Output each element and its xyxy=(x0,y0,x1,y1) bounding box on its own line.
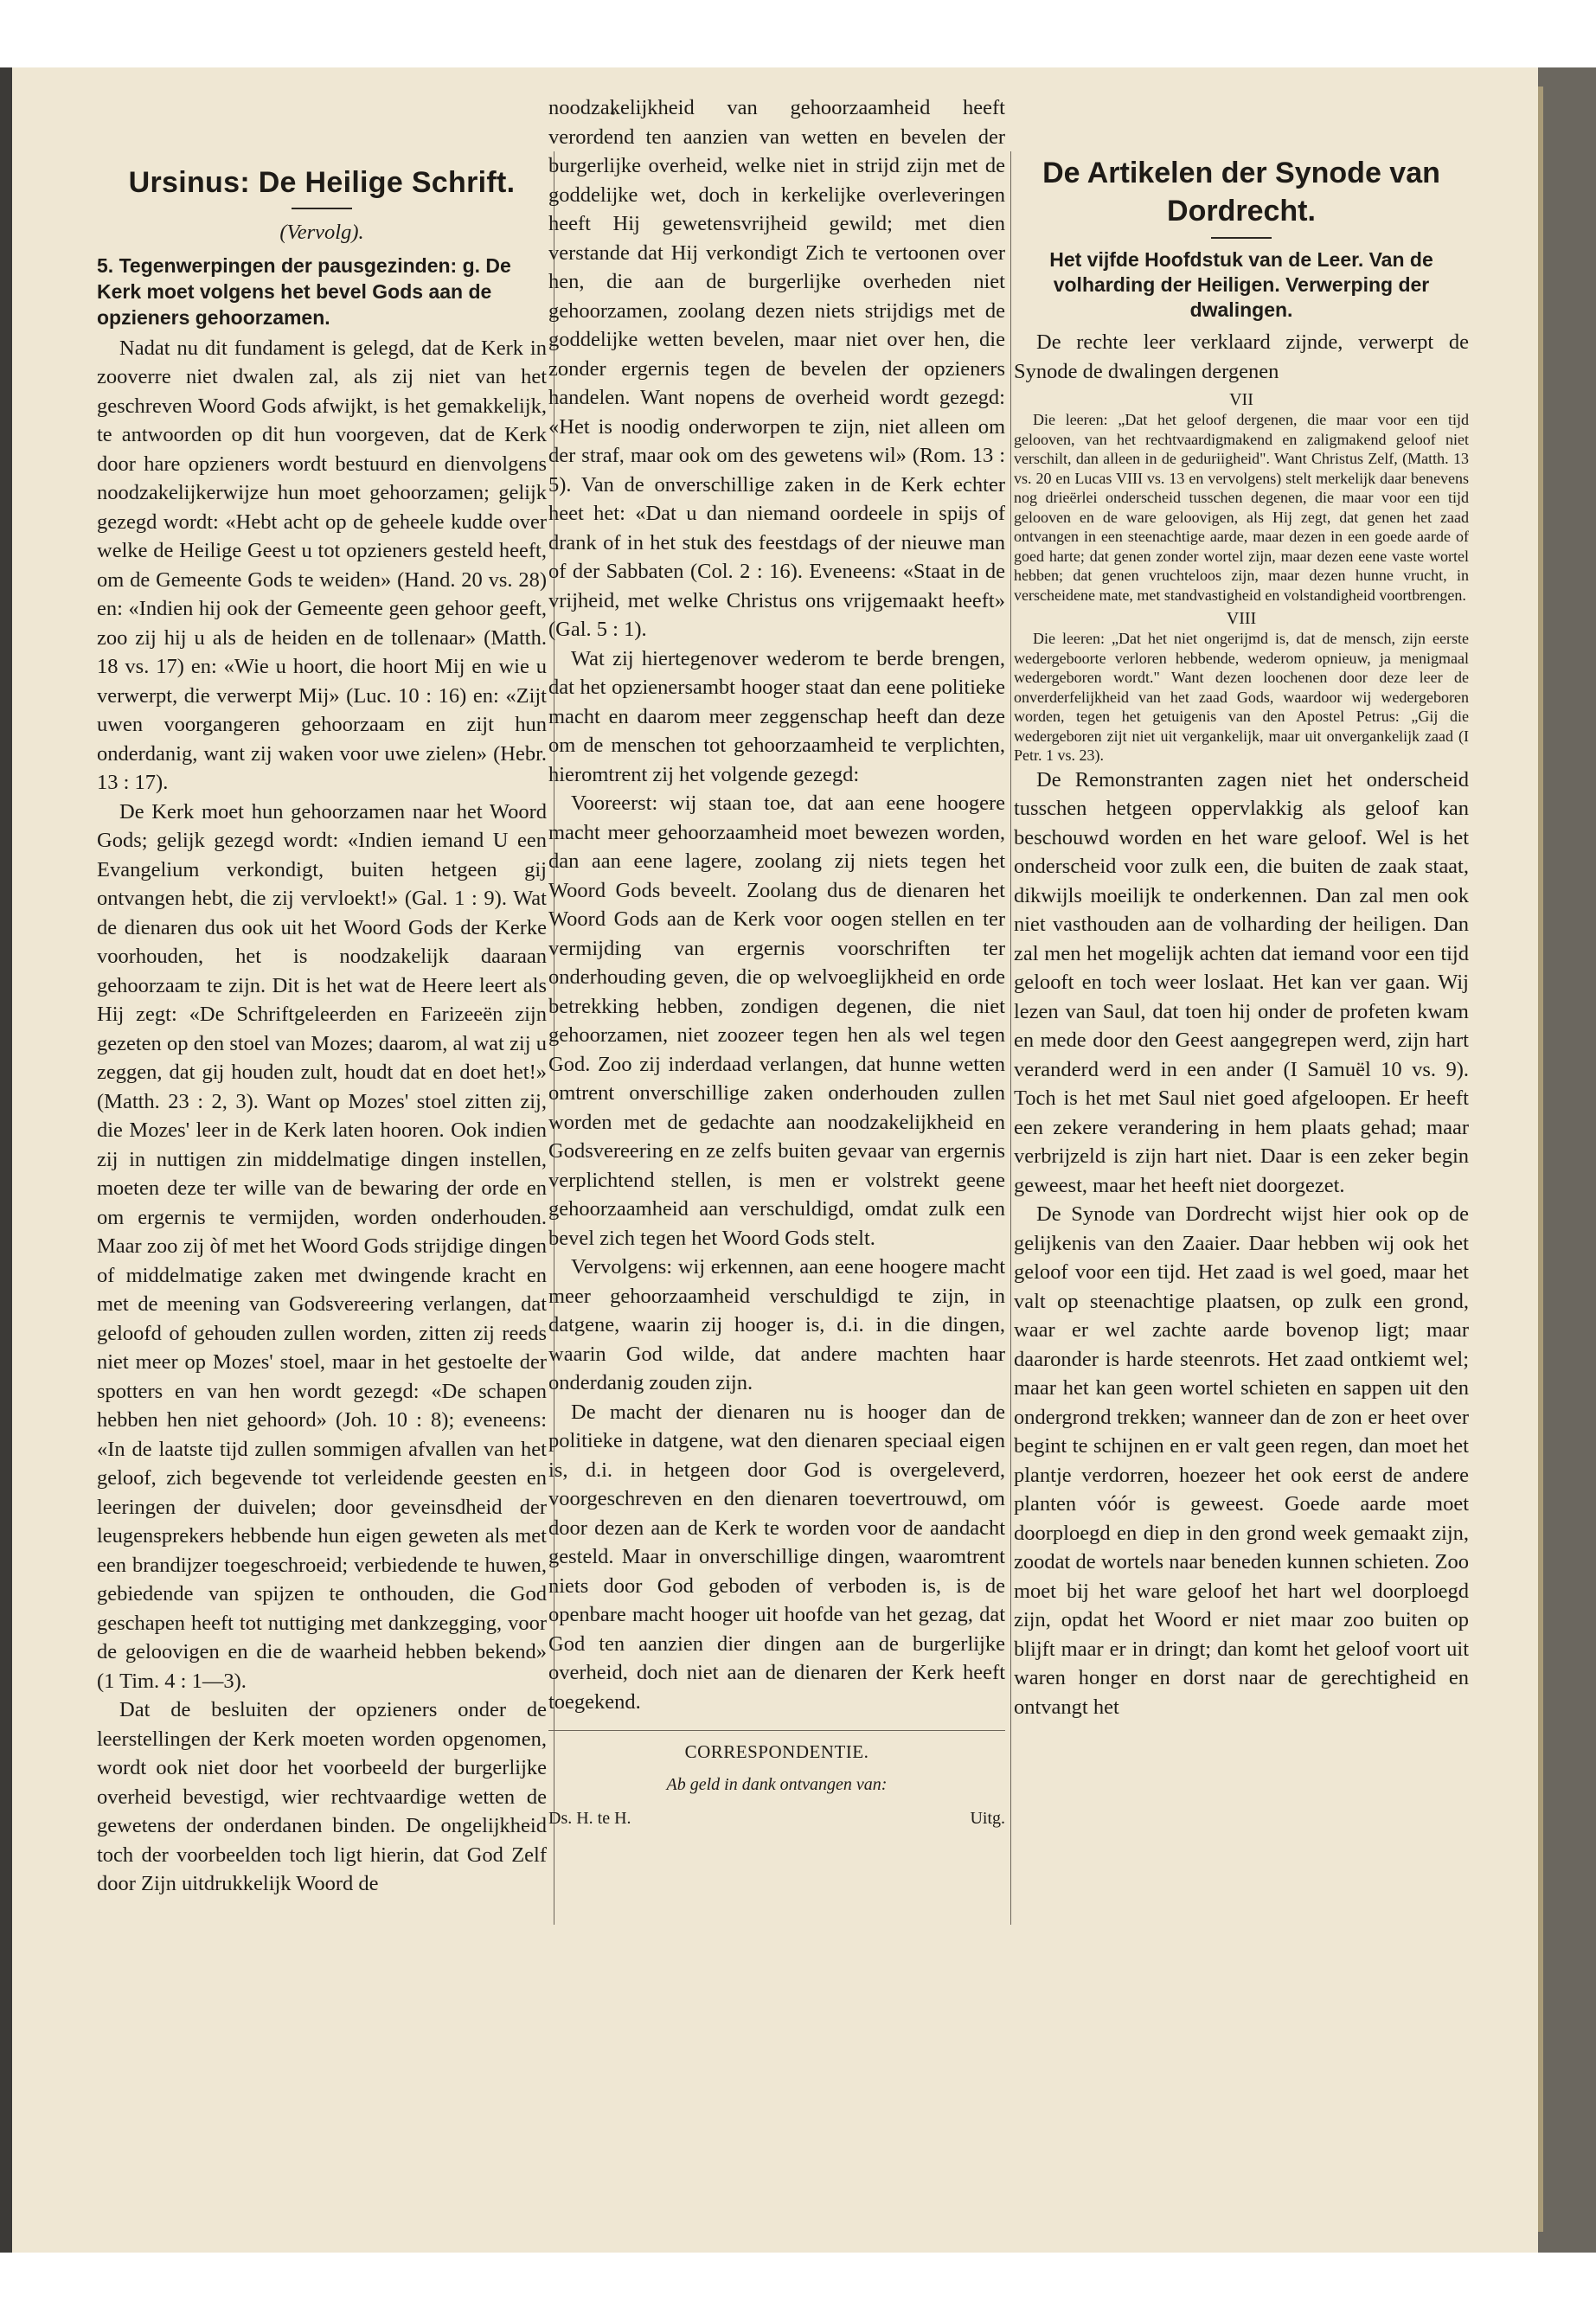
correspondence-to: Uitg. xyxy=(970,1809,1005,1828)
title-rule xyxy=(1211,237,1272,239)
article-number: VII xyxy=(1229,390,1253,409)
article-vii xyxy=(1014,389,1469,605)
paragraph: De Remonstranten zagen niet het onderscheid tusschen hetgeen oppervlakkig als geloof kan beschouwd worden en het ware geloof. Wel is het onderscheid voor zulk een, die buiten de zaak staat, dikwijls moeilijk te onderkennen. Dan zal men ook niet vasthouden aan de volharding der heiligen. Dan zal men het mogelijk achten dat iemand voor een tijd gelooft en toch weer loslaat. Het kan ver gaan. Wij lezen van Saul, dat toen hij onder de profeten kwam en mede door den Geest aangegrepen werd, zijn hart veranderd werd in een ander (I Samuël 10 vs. 9). Toch is het met Saul niet goed afgeloopen. Er heeft een zekere verandering in hem plaats gehad; maar verbrijzeld is zijn hart niet. Daar is een zeker begin geweest, maar het heeft niet doorgezet. xyxy=(1014,767,1469,1197)
paragraph: Vooreerst: wij staan toe, dat aan eene hoogere macht meer gehoorzaamheid moet bewezen worden, dan aan eene lagere, zoolang zij niets tegen het Woord Gods beveelt. Zoolang dus de dienaren het Woord Gods aan de Kerk voor oogen stellen en ter vermijding van ergernis voorschriften ter onderhouding geven, die op welvoeglijkheid en orde betrekking hebben, zondigen degenen, die niet gehoorzamen, niet zoozeer tegen hen als wel tegen God. Zoo zij inderdaad verlangen, dat hunne wetten omtrent onverschillige zaken onderhouden zullen worden met de gedachte aan noodzakelijkheid en Godsvereering en ze zelfs buiten gevaar van ergernis verplichtend stellen, is men er volstrekt geene gehoorzaamheid aan verschuldigd, omdat zulk een bevel zich tegen het Woord Gods stelt. xyxy=(548,792,1005,1250)
paragraph: De Kerk moet hun gehoorzamen naar het Woord Gods; gelijk gezegd wordt: «Indien iemand U een Evangelium verkondigt, buiten hetgeen gij ontvangen hebt, die zij vervloekt!» (Gal. 1 : 9). Wat de dienaren dus ook uit het Woord Gods der Kerke voorhouden, het is noodzakelijk daaraan gehoorzaam te zijn. Dit is het wat de Heere leert als Hij zegt: «De Schriftgeleerden en Farizeeën zijn gezeten op den stoel van Mozes; daarom, al wat zij u zeggen, dat gij houden zult, houdt dat en doet het!» (Matth. 23 : 2, 3). Want op Mozes' stoel zitten zij, die Mozes' leer in de Kerk laten hooren. Ook indien zij in nuttigen zin middelmatige dingen instellen, moeten deze ter wille van de bewaring der orde en om ergernis te vermijden, worden onderhouden. Maar zoo zij òf met het Woord Gods strijdige dingen of middelmatige zaken met dwingende kracht en met de meening van Godsvereering verlangen, dat geloofd of gehouden zullen worden, zitten zij reeds niet meer op Mozes' stoel, maar in het gestoelte der spotters en van hen wordt gezegd: «De schapen hebben hen niet gehoord» (Joh. 10 : 8); eveneens: «In de laatste tijd zullen sommigen afvallen van het geloof, zich begevende tot verleidende geesten en leeringen der duivelen; door geveinsdheid der leugensprekers hebbende hun eigen geweten als met een brandijzer toegeschroeid; verbiedende te huwen, gebiedende van spijzen te onthouden, die God geschapen heeft tot nuttiging met dankzegging, voor de geloovigen en die de waarheid hebben bekend» (1 Tim. 4 : 1—3). xyxy=(97,799,547,1693)
intro-paragraph: De rechte leer verklaard zijnde, verwerpt de Synode de dwalingen dergenen xyxy=(1014,330,1469,383)
scan-left-edge xyxy=(0,67,12,2253)
paragraph: Wat zij hiertegenover wederom te berde brengen, dat het opzienersambt hooger staat dan eene politieke macht en daarom meer zeggenschap heeft dan deze om de menschen tot gehoorzaamheid te verplichten, hieromtrent zij het volgende gezegd: xyxy=(548,646,1005,786)
correspondence-from: Ds. H. te H. xyxy=(548,1809,631,1828)
article-title-ursinus: Ursinus: De Heilige Schrift. xyxy=(128,166,516,199)
correspondence-line: Ab geld in dank ontvangen van: xyxy=(666,1774,888,1794)
paragraph: Vervolgens: wij erkennen, aan eene hoogere macht meer gehoorzaamheid verschuldigd te zijn, in datgene, waarin zij hooger is, d.i. in die dingen, waarin God wilde, dat andere machten haar onderdanig zouden zijn. xyxy=(548,1255,1005,1394)
paragraph: Nadat nu dit fundament is gelegd, dat de Kerk in zooverre niet dwalen zal, als zij niet van het geschreven Woord Gods afwijkt, is het gemakkelijk, te antwoorden op dit hun voorgeven, dat de Kerk door hare opzieners wordt bestuurd en dienvolgens noodzakelijkerwijze hun moet gehoorzamen; gelijk gezegd wordt: «Hebt acht op de geheele kudde over welke de Heilige Geest u tot opzieners gesteld heeft, om de Gemeente Gods te weiden» (Hand. 20 vs. 28) en: «Indien hij ook der Gemeente geen gehoor geeft, zoo zij hij u als de heiden en de tollenaar» (Matth. 18 vs. 17) en: «Wie u hoort, die hoort Mij en wie u verwerpt, die verwerpt Mij» (Luc. 10 : 16) en: «Zijt uwen voorgangeren gehoorzaam en zijt hun onderdanig, want zij waken voor uwe zielen» (Hebr. 13 : 17). xyxy=(97,336,547,794)
article-text: Die leeren: „Dat het geloof dergenen, die maar voor een tijd gelooven, van het rechtvaardigmakend en zaligmakend geloof niet verschilt, dan alleen in de geduriigheid". Want Christus Zelf, (Matth. 13 vs. 20 en Lucas VIII vs. 13 en vervolgens) stelt merkelijk daar benevens nog drieërlei onderscheid tusschen degenen, die maar voor een tijd gelooven en de ware geloovigen, als Hij zegt, dat genen het zaad ontvangen in een steenachtige aarde, maar dezen in een goede aarde of goed harte; dat genen zonder wortel zijn, maar dezen eene vaste wortel hebben; dat genen vruchteloos zijn, maar dezen hunne vrucht, in verscheidene mate, met standvastigheid en volstandigheid voortbrengen. xyxy=(1014,411,1469,604)
page-stack-edge xyxy=(1538,87,1543,2232)
article-number: VIII xyxy=(1226,609,1257,628)
article-text: Die leeren: „Dat het niet ongerijmd is, dat de mensch, zijn eerste wedergeboorte verloren hebbende, wederom opnieuw, ja menigmaal wedergeboren wordt." Want dezen loochenen door deze leer de onverderfelijkheid van het zaad Gods, waardoor wij wedergeboren worden, tegen het getuigenis van den Apostel Petrus: „Gij die wedergeboren zijt niet uit vergankelijk, maar uit onvergankelijk zaad (I Petr. 1 vs. 23). xyxy=(1014,630,1469,764)
paragraph: noodzakelijkheid van gehoorzaamheid heeft verordend ten aanzien van wetten en bevelen der burgerlijke overheid, welke niet in strijd zijn met de goddelijke wet, doch in kerkelijke overleveringen heeft Hij gewetensvrijheid gewild; met dien verstande dat Hij verkondigt Zich te vertoonen over hen, die aan de burgerlijke overheden niet gehoorzamen, zoolang dezen niets strijdigs met de goddelijke wetten bevelen, maar niet over hen, die zonder ergernis tegen de bevelen der opzieners handelen. Want nopens de overheid wordt gezegd: «Het is noodig onderworpen te zijn, niet alleen om der straf, maar ook om des gewetens wil» (Rom. 13 : 5). Van de onverschillige zaken in de Kerk echter heet het: «Dat u dan niemand oordeele in spijs of drank of in het stuk des feestdags of der nieuwe man of der Sabbaten (Col. 2 : 16). Eveneens: «Staat in de vrijheid, met welke Christus ons vrijgemaakt heeft» (Gal. 5 : 1). xyxy=(548,96,1005,641)
paragraph: Dat de besluiten der opzieners onder de leerstellingen der Kerk moeten worden opgenomen, wordt ook niet door het voorbeeld der burgerlijke overheid bevestigd, wier rechtvaardige wetten de gewetens der onderdanen binden. De ongelijkheid toch der voorbeelden toch ligt hierin, dat God Zelf door Zijn uitdrukkelijk Woord de xyxy=(97,1698,547,1895)
column-rule-2 xyxy=(1010,151,1011,1925)
scan-top-margin xyxy=(0,0,1596,67)
section-heading: 5. Tegenwerpingen der pausgezinden: g. De Kerk moet volgens het bevel Gods aan de opzieners gehoorzamen. xyxy=(97,253,511,329)
continued-label: (Vervolg). xyxy=(279,221,364,244)
paragraph: De macht der dienaren nu is hooger dan de politieke in datgene, wat den dienaren speciaal eigen is, d.i. in hetgeen door God is overgeleverd, voorgeschreven en den dienaren toevertrouwd, om door dezen aan de Kerk te worden voor de aandacht gesteld. Maar in onverschillige dingen, waaromtrent niets door God geboden of verboden is, is de openbare macht hooger uit hoofde van het gezag, dat God ten aanzien dier dingen aan de burgerlijke overheid, doch niet aan de dienaren der Kerk heeft toegekend. xyxy=(548,1400,1005,1714)
correspondence-box xyxy=(548,1730,1005,1834)
article-title-dordrecht: De Artikelen der Synode van Dordrecht. xyxy=(1042,157,1440,228)
paragraph: De Synode van Dordrecht wijst hier ook op de gelijkenis van den Zaaier. Daar hebben wij ook het geloof voor een tijd. Het zaad is wel goed, maar het valt op steenachtige plaatsen, op zulk een grond, waar er wel zachte aarde bovenop ligt; maar daaronder is harde steenrots. Het zaad ontkiemt wel; maar het kan geen wortel schieten en sappen uit den ondergrond trekken; wanneer dan de zon er heet over begint te schijnen en er valt geen regen, dan moet het plantje verdorren, hoezeer het ook eerst de andere planten vóór is geweest. Goede aarde moet doorploegd en diep in den grond week gemaakt zijn, zoodat de wortels naar beneden kunnen schieten. Zoo moet bij het ware geloof het hart wel doorploegd zijn, opdat het Woord er niet maar zoo buiten op blijft maar er in dringt; dan komt het geloof voort uit waren honger en dorst naar de gerechtigheid en ontvangt het xyxy=(1014,1202,1469,1719)
correspondence-heading: CORRESPONDENTIE. xyxy=(548,1730,1005,1767)
article-viii xyxy=(1014,608,1469,766)
title-rule xyxy=(292,208,352,209)
column-continuation xyxy=(548,93,1005,1834)
column-ursinus xyxy=(97,93,547,1899)
book-spine-edge xyxy=(1538,67,1596,2253)
column-dordrecht xyxy=(1014,93,1469,1721)
scan-bottom-margin xyxy=(0,2253,1596,2301)
correspondence-entry xyxy=(548,1804,1005,1834)
chapter-heading: Het vijfde Hoofdstuk van de Leer. Van de volharding der Heiligen. Verwerping der dwalingen. xyxy=(1049,248,1433,321)
